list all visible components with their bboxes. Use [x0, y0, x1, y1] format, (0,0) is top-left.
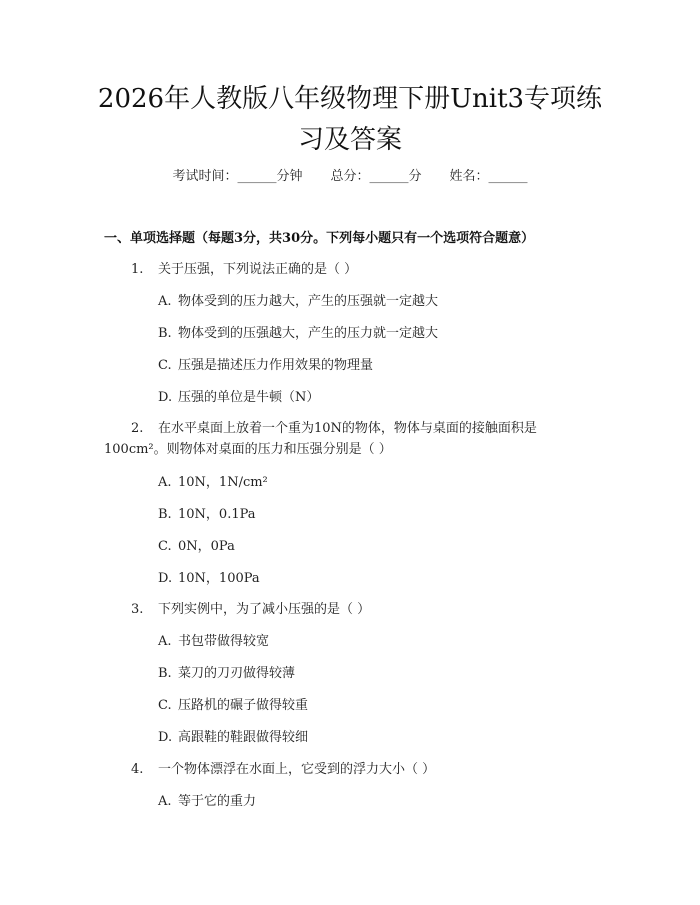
total-score-field: 总分：______分: [330, 169, 422, 184]
question-2-option-d: [158, 569, 260, 589]
option-text: 物体受到的压强越大，产生的压力就一定越大: [178, 326, 439, 341]
option-label: C.: [158, 698, 172, 713]
question-3-option-a: [158, 632, 269, 652]
question-3-option-d: [158, 728, 308, 748]
option-text: 菜刀的刀刃做得较薄: [178, 666, 296, 681]
option-text: 压路机的碾子做得较重: [178, 698, 309, 713]
option-label: D.: [158, 390, 173, 405]
question-2-option-c: [158, 537, 235, 557]
student-name-field: 姓名：______: [449, 169, 528, 184]
option-label: A.: [158, 794, 172, 809]
question-4-option-a: [158, 792, 256, 812]
question-2-stem-line-2: 100cm²。则物体对桌面的压力和压强分别是（ ）: [104, 442, 392, 457]
option-text: 等于它的重力: [178, 794, 257, 809]
question-1-option-b: [158, 324, 438, 344]
option-label: A.: [158, 294, 172, 309]
option-text: 书包带做得较宽: [178, 634, 270, 649]
question-number: 4.: [131, 762, 144, 777]
option-label: A.: [158, 634, 172, 649]
option-label: B.: [158, 507, 172, 522]
option-text: 10N，0.1Pa: [178, 507, 256, 522]
document-title-line-2: 习及答案: [297, 125, 402, 155]
question-number: 1.: [131, 262, 144, 277]
option-text: 10N，1N/cm²: [178, 475, 268, 490]
question-text: 在水平桌面上放着一个重为10N的物体，物体与桌面的接触面积是: [158, 421, 537, 436]
option-label: A.: [158, 475, 172, 490]
question-3-stem: [131, 600, 370, 620]
option-text: 压强的单位是牛顿（N）: [178, 390, 320, 405]
option-text: 压强是描述压力作用效果的物理量: [178, 358, 374, 373]
question-1-option-c: [158, 356, 373, 376]
option-text: 物体受到的压力越大，产生的压强就一定越大: [178, 294, 439, 309]
option-label: C.: [158, 539, 172, 554]
option-label: D.: [158, 571, 173, 586]
question-3-option-b: [158, 664, 295, 684]
question-2-stem-line-1: [131, 419, 537, 439]
section-heading: 一、单项选择题（每题3分，共30分。下列每小题只有一个选项符合题意）: [104, 231, 535, 246]
option-label: D.: [158, 730, 173, 745]
question-2-option-a: [158, 473, 268, 493]
question-1-option-a: [158, 292, 438, 312]
exam-meta: [0, 167, 700, 187]
question-3-option-c: [158, 696, 308, 716]
question-1-option-d: [158, 388, 319, 408]
option-text: 10N，100Pa: [178, 571, 260, 586]
exam-time-field: 考试时间：______分钟: [172, 169, 303, 184]
question-text: 下列实例中，为了减小压强的是（ ）: [158, 602, 371, 617]
question-number: 3.: [131, 602, 144, 617]
option-label: B.: [158, 666, 172, 681]
option-text: 0N，0Pa: [178, 539, 235, 554]
question-2-option-b: [158, 505, 256, 525]
question-text: 关于压强，下列说法正确的是（ ）: [158, 262, 358, 277]
question-4-stem: [131, 760, 435, 780]
option-label: B.: [158, 326, 172, 341]
question-1-stem: [131, 260, 357, 280]
option-label: C.: [158, 358, 172, 373]
question-text: 一个物体漂浮在水面上，它受到的浮力大小（ ）: [158, 762, 436, 777]
option-text: 高跟鞋的鞋跟做得较细: [178, 730, 309, 745]
question-number: 2.: [131, 421, 144, 436]
document-title-line-1: 2026年人教版八年级物理下册Unit3专项练: [97, 84, 603, 114]
